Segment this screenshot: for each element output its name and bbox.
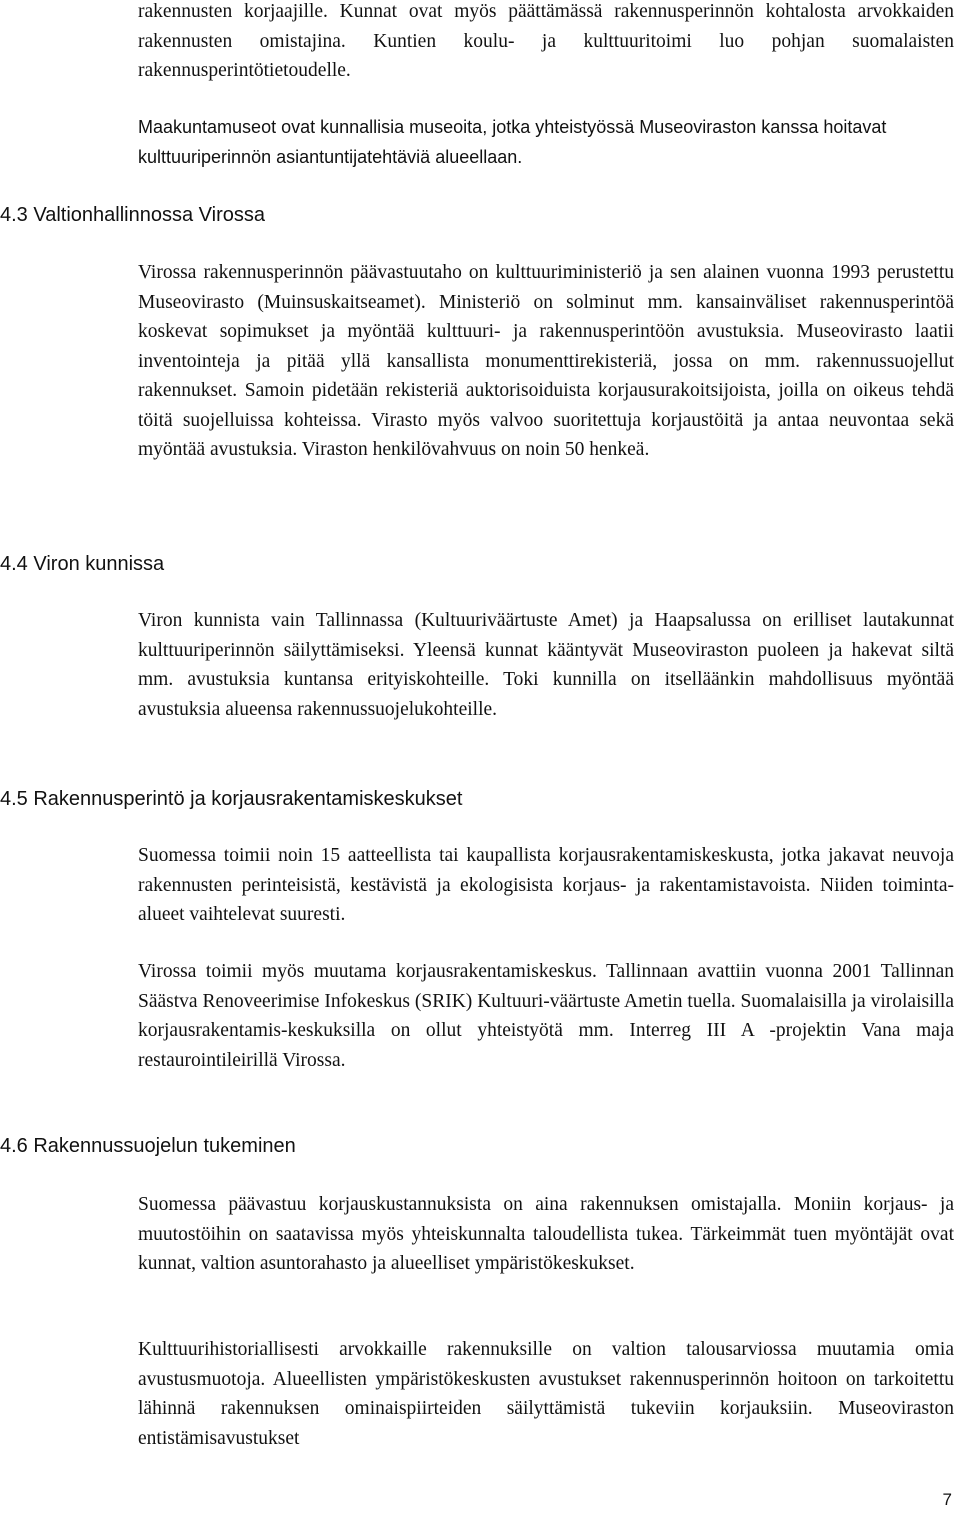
paragraph-maakuntamuseot: Maakuntamuseot ovat kunnallisia museoita, jotka yhteistyössä Museoviraston kanssa hoitavat kulttuuriperinnön asiantuntijatehtäviä alueellaan.	[138, 117, 887, 167]
heading-4-3: 4.3 Valtionhallinnossa Virossa	[0, 204, 265, 226]
heading-4-5: 4.5 Rakennusperintö ja korjausrakentamiskeskukset	[0, 788, 463, 810]
heading-4-6: 4.6 Rakennussuojelun tukeminen	[0, 1135, 296, 1157]
paragraph-viron-kunnat: Viron kunnista vain Tallinnassa (Kultuuriväärtuste Amet) ja Haapsalussa on erilliset lautakunnat kulttuuriperinnön säilyttämiseksi. Yleensä kunnat kääntyvät Museoviraston puoleen ja hakevat siltä mm. avustuksia kuntansa erityiskohteille. Toki kunnilla on itselläänkin mahdollisuus myöntää avustuksia alueensa rakennussuojelukohteille.	[138, 610, 954, 720]
paragraph-suomen-keskukset: Suomessa toimii noin 15 aatteellista tai kaupallista korjausrakentamiskeskusta, jotka jakavat neuvoja rakennusten perinteisistä, kestävistä ja ekologisista korjaus- ja rakentamistavoista. Niiden toiminta-alueet vaihtelevat suuresti.	[138, 845, 954, 925]
paragraph-paavastuu: Suomessa päävastuu korjauskustannuksista on aina rakennuksen omistajalla. Moniin korjaus- ja muutostöihin on saatavissa myös yhteiskunnalta taloudellista tukea. Tärkeimmät tuen myöntäjät ovat kunnat, valtion asuntorahasto ja alueelliset ympäristökeskukset.	[138, 1194, 954, 1274]
paragraph-virossa-rakennusperinto: Virossa rakennusperinnön päävastuutaho on kulttuuriministeriö ja sen alainen vuonna 1993 perustettu Museovirasto (Muinsuskaitseamet). Ministeriö on solminut mm. kansainväliset rakennusperintöä koskevat sopimukset ja myöntää kulttuuri- ja rakennusperintöön avustuksia. Museovirasto laatii inventointeja ja pitää yllä kansallista monumenttirekisteriä, jossa on mm. rakennussuojellut rakennukset. Samoin pidetään rekisteriä auktorisoiduista korjausurakoitsijoista, joilla on oikeus tehdä töitä suojelluissa kohteissa. Virasto myös valvoo suoritettuja korjaustöitä ja antaa neuvontaa sekä myöntää avustuksia. Viraston henkilövahvuus on noin 50 henkeä.	[138, 262, 954, 460]
paragraph-intro: rakennusten korjaajille. Kunnat ovat myös päättämässä rakennusperinnön kohtalosta arvokkaiden rakennusten omistajina. Kuntien koulu- ja kulttuuritoimi luo pohjan suomalaisten rakennusperintötietoudelle.	[138, 1, 954, 81]
page-number: 7	[942, 1490, 952, 1509]
paragraph-avustusmuodot: Kulttuurihistoriallisesti arvokkaille rakennuksille on valtion talousarviossa muutamia omia avustusmuotoja. Alueellisten ympäristökeskusten avustukset rakennusperinnön hoitoon on tarkoitettu lähinnä rakennuksen ominaispiirteiden säilyttämistä tukeviin korjauksiin. Museoviraston entistämisavustukset	[138, 1339, 954, 1449]
paragraph-viron-keskukset: Virossa toimii myös muutama korjausrakentamiskeskus. Tallinnaan avattiin vuonna 2001 Tallinnan Säästva Renoveerimise Infokeskus (SRIK) Kultuuri-väärtuste Ametin tuella. Suomalaisilla ja virolaisilla korjausrakentamis-keskuksilla on ollut yhteistyötä mm. Interreg III A -projektin Vana maja restaurointileirillä Virossa.	[138, 961, 954, 1071]
heading-4-4: 4.4 Viron kunnissa	[0, 553, 165, 575]
